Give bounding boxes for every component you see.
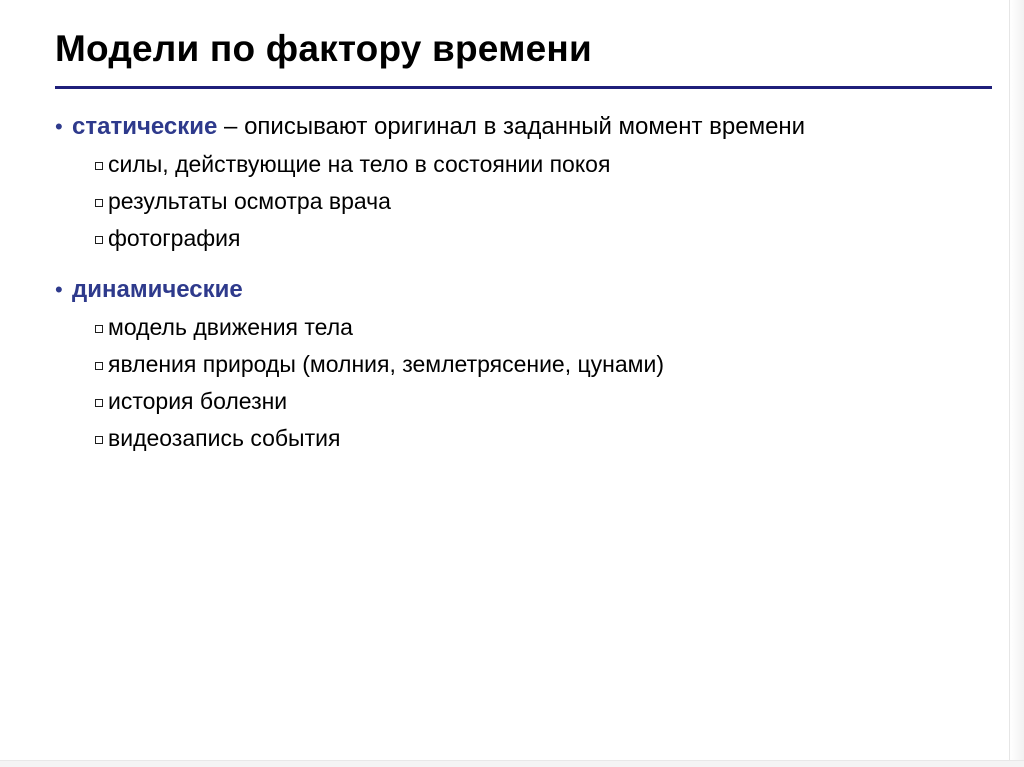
slide-bottom-edge [0, 760, 1024, 767]
list-item [55, 220, 995, 257]
list-item-text: силы, действующие на тело в состоянии покоя [108, 151, 611, 177]
slide-title: Модели по фактору времени [55, 28, 592, 69]
hollow-square-bullet-icon [95, 362, 103, 370]
slide-edge-shadow [1009, 0, 1024, 767]
bullet-dynamic [55, 271, 995, 309]
term-dynamic: динамические [72, 276, 243, 303]
list-item-text: явления природы (молния, землетрясение, цунами) [108, 351, 664, 377]
hollow-square-bullet-icon [95, 325, 103, 333]
bullet-dot-icon: • [55, 114, 63, 139]
hollow-square-bullet-icon [95, 399, 103, 407]
hollow-square-bullet-icon [95, 436, 103, 444]
hollow-square-bullet-icon [95, 236, 103, 244]
bullet-dot-icon: • [55, 277, 63, 302]
hollow-square-bullet-icon [95, 199, 103, 207]
list-item-text: фотография [108, 225, 241, 251]
list-item [55, 383, 995, 420]
list-item-text: результаты осмотра врача [108, 188, 391, 214]
term-static: статические [72, 113, 218, 140]
list-item [55, 183, 995, 220]
list-item [55, 309, 995, 346]
list-item [55, 346, 995, 383]
list-item-text: история болезни [108, 388, 288, 414]
slide-content [55, 108, 995, 471]
list-item [55, 146, 995, 183]
section-static [55, 108, 995, 257]
list-item-text: модель движения тела [108, 314, 353, 340]
list-item-text: видеозапись события [108, 425, 341, 451]
title-underline [55, 86, 992, 89]
bullet-static [55, 108, 995, 146]
section-dynamic [55, 271, 995, 457]
description-static: – описывают оригинал в заданный момент времени [217, 113, 806, 140]
hollow-square-bullet-icon [95, 162, 103, 170]
list-item [55, 420, 995, 457]
